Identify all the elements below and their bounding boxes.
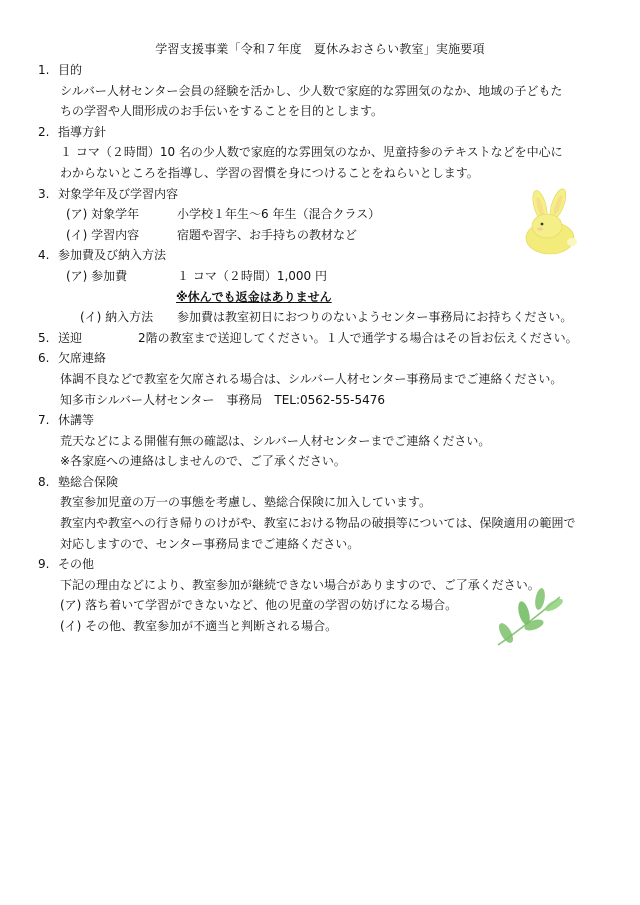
section-number: 5. — [38, 330, 50, 345]
payment-item — [38, 307, 610, 328]
section-9-item: (ア) 落ち着いて学習ができないなど、他の児童の学習の妨げになる場合。 — [60, 598, 458, 613]
document-body — [38, 60, 610, 637]
section-1-text: ちの学習や人間形成のお手伝いをすることを目的とします。 — [60, 104, 384, 119]
item-value: 小学校１年生～6 年生（混合クラス） — [177, 207, 381, 222]
rabbit-illustration-icon — [520, 188, 580, 258]
item-label: (イ) 学習内容 — [66, 227, 140, 242]
section-8-text: 教室参加児童の万一の事態を考慮し、塾総合保険に加入しています。 — [60, 495, 432, 510]
section-heading: 指導方針 — [58, 124, 107, 139]
section-number: 9. — [38, 557, 50, 572]
section-number: 3. — [38, 186, 50, 201]
no-refund-note — [38, 287, 610, 308]
section-8-text: 教室内や教室への行き帰りのけがや、教室における物品の破損等については、保険適用の範囲で — [60, 516, 576, 531]
section-heading: その他 — [58, 557, 95, 572]
no-refund-text: ※休んでも返金はありません — [176, 289, 332, 304]
section-heading: 送迎 — [58, 330, 83, 345]
section-heading: 塾総合保険 — [58, 474, 119, 489]
section-number: 7. — [38, 413, 50, 428]
contact-line: 知多市シルバー人材センター 事務局 TEL:0562-55-5476 — [60, 392, 386, 407]
section-number: 2. — [38, 124, 50, 139]
section-heading: 休講等 — [58, 413, 95, 428]
section-heading: 参加費及び納入方法 — [58, 248, 167, 263]
item-label: (イ) 納入方法 — [80, 310, 154, 325]
section-heading: 目的 — [58, 63, 83, 77]
section-6-heading — [38, 348, 610, 369]
section-heading: 対象学年及び学習内容 — [58, 186, 179, 201]
item-label: (ア) 対象学年 — [66, 207, 140, 222]
section-1-heading — [38, 60, 610, 81]
document-title: 学習支援事業「令和７年度 夏休みおさらい教室」実施要項 — [155, 42, 485, 56]
section-1-text: シルバー人材センター会員の経験を活かし、少人数で家庭的な雰囲気のなか、地域の子どもた — [60, 83, 563, 98]
section-7-text: ※各家庭への連絡はしませんので、ご了承ください。 — [60, 454, 346, 469]
section-number: 1. — [38, 63, 50, 77]
section-number: 6. — [38, 351, 50, 366]
section-2-heading — [38, 122, 610, 143]
section-9-text: 下記の理由などにより、教室参加が継続できない場合がありますので、ご了承ください。 — [60, 577, 540, 592]
section-2-text: １ コマ（２時間）10 名の少人数で家庭的な雰囲気のなか、児童持参のテキストなどを中心に — [60, 145, 563, 160]
section-7-text: 荒天などによる開催有無の確認は、シルバー人材センターまでご連絡ください。 — [60, 433, 491, 448]
fee-item — [38, 266, 610, 287]
section-2-text: わからないところを指導し、学習の習慣を身につけることをねらいとします。 — [60, 165, 479, 180]
section-8-heading — [38, 472, 610, 493]
item-value: 宿題や習字、お手持ちの教材など — [177, 227, 358, 242]
section-number: 4. — [38, 248, 50, 263]
section-6-text: 体調不良などで教室を欠席される場合は、シルバー人材センター事務局までご連絡ください。 — [60, 371, 563, 386]
section-5-text: 2階の教室まで送迎してください。１人で通学する場合はその旨お伝えください。 — [138, 330, 578, 345]
section-heading: 欠席連絡 — [58, 351, 107, 366]
item-label: (ア) 参加費 — [66, 268, 128, 283]
item-value: 参加費は教室初日におつりのないようセンター事務局にお持ちください。 — [177, 310, 573, 325]
section-5-heading — [38, 328, 610, 349]
section-9-item: (イ) その他、教室参加が不適当と判断される場合。 — [60, 619, 338, 634]
section-number: 8. — [38, 474, 50, 489]
section-8-text: 対応しますので、センター事務局までご連絡ください。 — [60, 536, 360, 551]
leaf-sprig-illustration-icon — [490, 585, 570, 655]
section-7-heading — [38, 410, 610, 431]
section-9-heading — [38, 554, 610, 575]
item-value: １ コマ（２時間）1,000 円 — [177, 268, 327, 283]
